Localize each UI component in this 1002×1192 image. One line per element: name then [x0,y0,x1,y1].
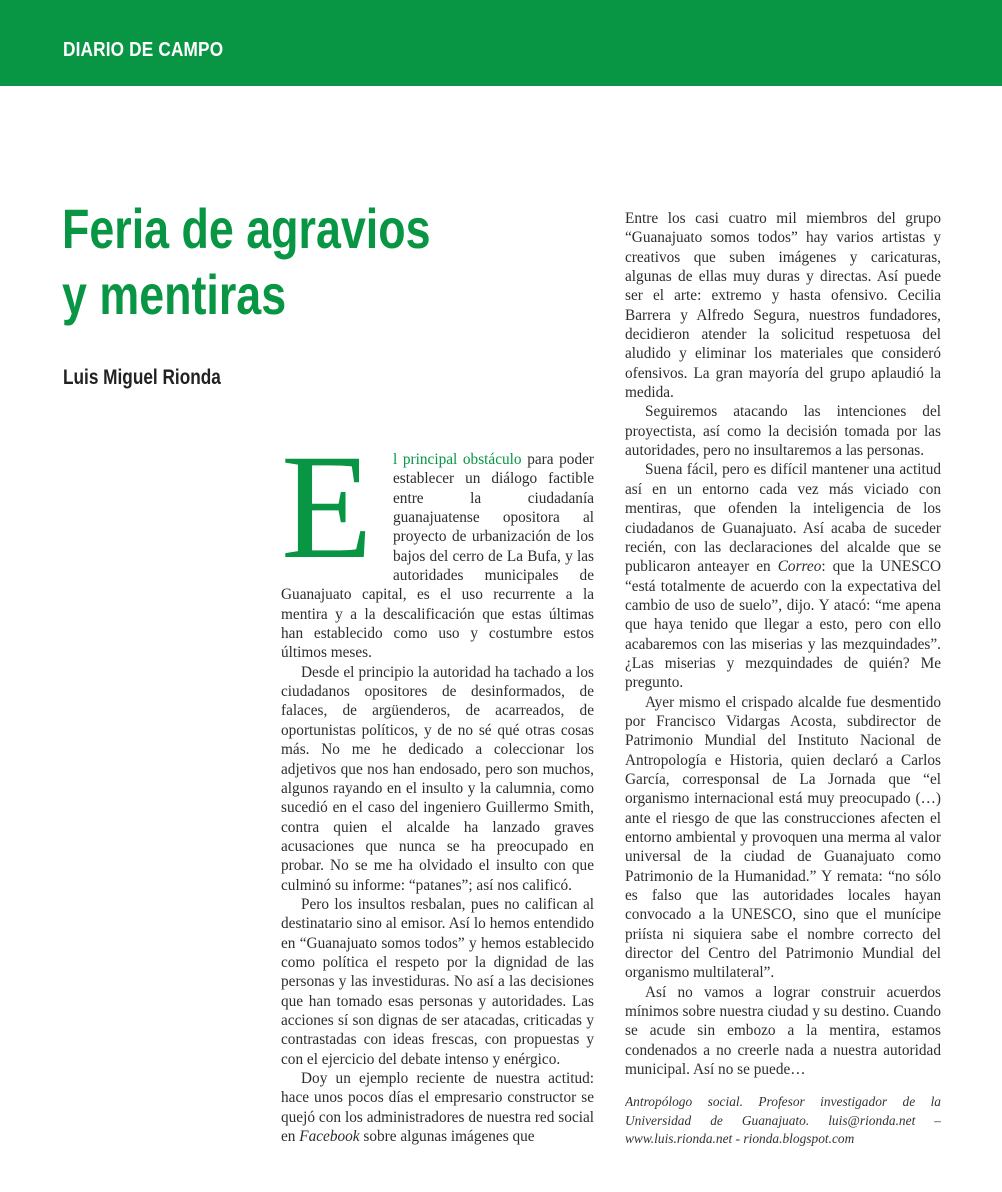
correo-reference: Correo [777,558,822,576]
article-column-left [281,450,594,1192]
lead-in-text: l principal obstáculo [393,451,522,468]
article-title-line-1: Feria de agravios [62,197,431,260]
paragraph-7-text-start: Suena fácil, pero es difícil mantener una actitud así en un entorno cada vez más viciado con mentiras, que ofenden la inteligencia de los ciudadanos de Guanajuato. Así acaba de suceder recién, con las declaraciones del alcalde que se publicaron anteayer en [625,461,941,576]
article-column-right [625,209,941,1192]
article-title-line-2: y mentiras [62,263,287,326]
paragraph-7-text-end: : que la UNESCO “está totalmente de acuerdo con la expectativa del cambio de uso de suelo”, dijo. Y atacó: “me apena que haya tenido que llegar a esto, pero con ello acabaremos con las miserias y las mezquindades”. ¿Las miserias y mezquindades de quién? Me pregunto. [625,558,941,692]
facebook-reference: Facebook [299,1128,360,1146]
paragraph-9: Así no vamos a lograr construir acuerdos mínimos sobre nuestra ciudad y su destino. Cuando se acude sin embozo a la mentira, estamos condenados a no creerle nada a nuestra autoridad municipal. Así no se puede… [625,983,941,1079]
paragraph-4 [281,1069,594,1146]
paragraph-6: Seguiremos atacando las intenciones del proyectista, así como la decisión tomada por las autoridades, pero no insultaremos a las personas. [625,403,941,460]
article-title [62,196,478,328]
paragraph-4-text-start: Doy un ejemplo reciente de nuestra actitud: hace unos pocos días el empresario constructor se quejó con los administradores de nuestra red social en [281,1070,594,1146]
author-bio: Antropólogo social. Profesor investigador de la Universidad de Guanajuato. luis@rionda.net – www.luis.rionda.net - rionda.blogspot.com [625,1094,941,1147]
paragraph-1 [281,450,594,663]
section-label: DIARIO DE CAMPO [63,39,224,61]
section-header-bar [0,0,1002,86]
paragraph-2: Desde el principio la autoridad ha tachado a los ciudadanos opositores de desinformados, de falaces, de argüenderos, de acarreados, de oportunistas políticos, y de no sé qué otras cosas más. No me he dedicado a coleccionar los adjetivos que nos han endosado, pero son muchos, algunos rayando en el insulto y la calumnia, como sucedió en el caso del ingeniero Guillermo Smith, contra quien el alcalde ha lanzado graves acusaciones que nunca se ha preocupado en probar. No se me ha olvidado el insulto con que culminó su informe: “patanes”; así nos calificó. [281,663,594,894]
article-author: Luis Miguel Rionda [63,366,221,389]
paragraph-4-text-end: sobre algunas imágenes que [359,1128,535,1146]
paragraph-7 [625,460,941,692]
paragraph-8: Ayer mismo el crispado alcalde fue desmentido por Francisco Vidargas Acosta, subdirector de Patrimonio Mundial del Instituto Nacional de Antropología e Historia, quien declaró a Carlos García, corresponsal de La Jornada que “el organismo internacional está muy preocupado (…) ante el riesgo de que las construcciones afecten el entorno ambiental y provoquen una merma al valor universal de la ciudad de Guanajuato como Patrimonio de la Humanidad.” Y remata: “no sólo es falso que las autoridades locales hayan convocado a la UNESCO, sino que el munícipe priísta ni siquiera sabe el nombre correcto del director del Centro del Patrimonio Mundial del organismo multilateral”. [625,693,941,982]
paragraph-3: Pero los insultos resbalan, pues no califican al destinatario sino al emisor. Así lo hemos entendido en “Guanajuato somos todos” y hemos establecido como política el respeto por la dignidad de las personas y las investiduras. No así a las decisiones que han tomado esas personas y autoridades. Las acciones sí son dignas de ser atacadas, criticadas y contrastadas con ideas frescas, con propuestas y con el ejercicio del debate intenso y enérgico. [281,895,594,1068]
paragraph-1-text: para poder establecer un diálogo factible entre la ciudadanía guanajuatense opositora al proyecto de urbanización de los bajos del cerro de La Bufa, y las autoridades municipales de Guanajuato capital, es el uso recurrente a la mentira y a la descalificación que estas últimas han establecido como uso y costumbre estos últimos meses. [281,451,594,662]
drop-cap: E [281,450,373,590]
paragraph-5: Entre los casi cuatro mil miembros del grupo “Guanajuato somos todos” hay varios artistas y creativos que suben imágenes y caricaturas, algunas de ellas muy duras y directas. Así puede ser el arte: extremo y hasta ofensivo. Cecilia Barrera y Alfredo Segura, nuestros fundadores, decidieron atender la solicitud respetuosa del aludido y eliminar los materiales que consideró ofensivos. La gran mayoría del grupo aplaudió la medida. [625,210,941,402]
